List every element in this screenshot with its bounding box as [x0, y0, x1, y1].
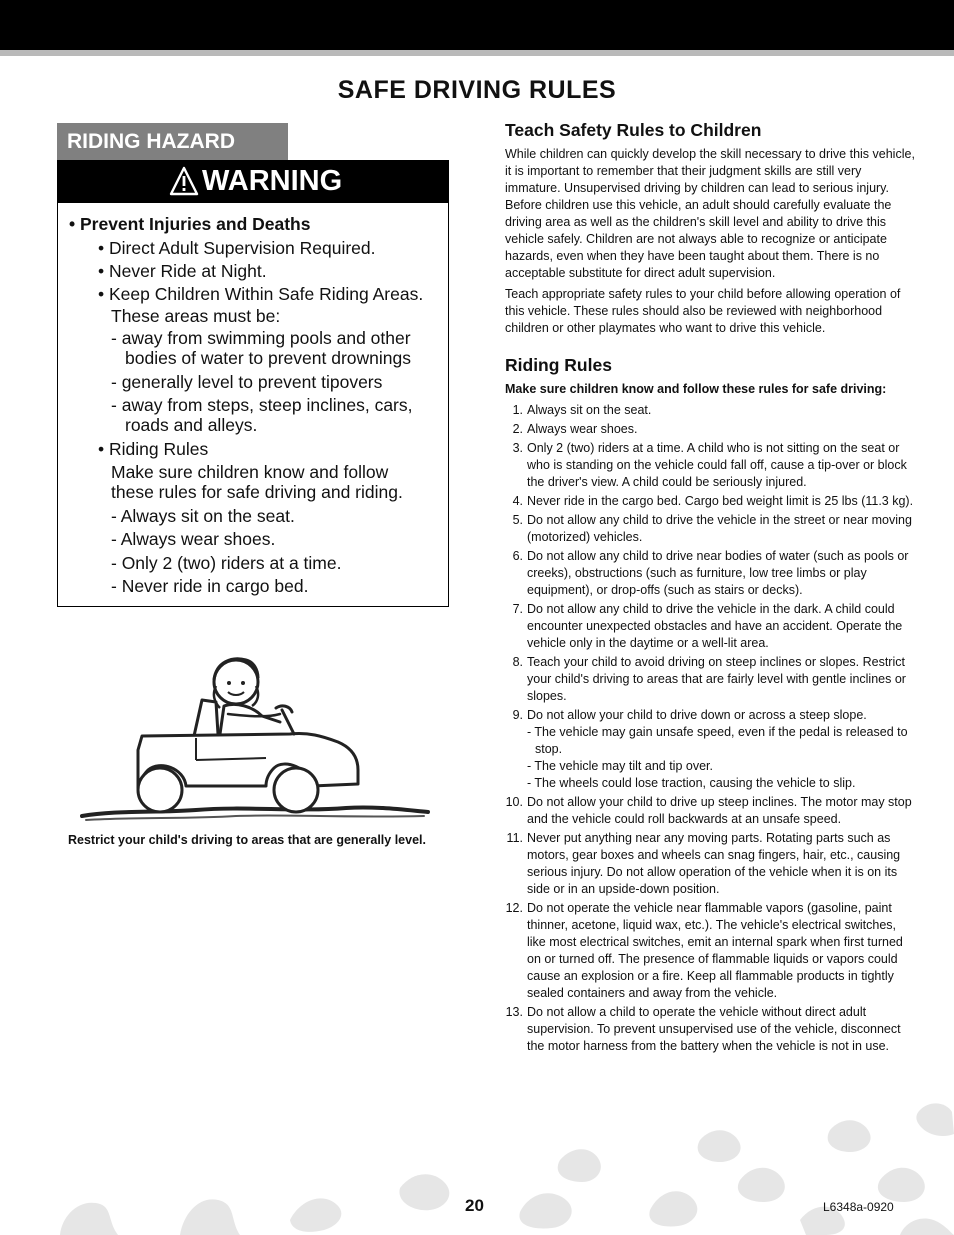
rule-text: Do not allow your child to drive down or across a steep slope.: [527, 708, 867, 722]
page-title: SAFE DRIVING RULES: [337, 76, 617, 104]
rule-number: 11.: [506, 831, 523, 845]
rule-9-sub-item: - The vehicle may tilt and tip over.: [527, 759, 713, 773]
warning-line: - away from swimming pools and other: [111, 328, 411, 348]
rule-number: 7.: [512, 602, 523, 616]
rule-text: Never ride in the cargo bed. Cargo bed weight limit is 25 lbs (11.3 kg).: [527, 494, 914, 508]
rule-number: 4.: [512, 494, 523, 508]
list-item: [505, 900, 915, 1002]
warning-line: These areas must be:: [111, 306, 281, 326]
rule-text: Do not allow any child to drive near bodies of water (such as pools or creeks), obstructions (such as furniture, low tree limbs or play equipment), or drop-offs (such as stairs or decks).: [527, 549, 909, 597]
warning-line: - away from steps, steep inclines, cars,: [111, 395, 413, 415]
warning-line: • Riding Rules: [98, 439, 209, 459]
rule-number: 8.: [512, 655, 523, 669]
warning-header: [58, 161, 448, 203]
top-black-bar: [0, 0, 954, 50]
list-item: [505, 440, 915, 491]
warning-line: - Always sit on the seat.: [111, 506, 295, 526]
rule-text: Never put anything near any moving parts. Rotating parts such as motors, gear boxes and wheels can snag fingers, hair, etc., causing serious injury. Do not allow operation of the vehicle when it is on its side or in an upside-down position.: [527, 831, 901, 896]
warning-line: • Direct Adult Supervision Required.: [98, 238, 376, 258]
rule-number: 1.: [512, 403, 523, 417]
list-item: [505, 707, 915, 792]
teach-paragraph-1: While children can quickly develop the skill necessary to drive this vehicle, it is important to remember that their judgment skills are still very immature. Unsupervised driving by children can lead to serious injury. Before children use this vehicle, an adult should carefully evaluate the driving area as well as the children's skill level and ability to drive this vehicle safely. Children are not always able to recognize or anticipate hazards, even when they have been taught about them. There is no acceptable substitute for direct adult supervision.: [505, 147, 915, 280]
rule-text: Do not allow your child to drive up steep inclines. The motor may stop and the vehicle could roll backwards at an unsafe speed.: [527, 795, 912, 826]
warning-line: - generally level to prevent tipovers: [111, 372, 383, 392]
rule-number: 3.: [512, 441, 523, 455]
rule-text: Do not operate the vehicle near flammable vapors (gasoline, paint thinner, acetone, liquid wax, etc.). The vehicle's electrical switches, like most electrical switches, emit an internal spark when first turned on or turned off. The presence of flammable liquids or vapors could cause an explosion or a fire. Keep all flammable products in tightly sealed containers and away from the vehicle.: [527, 901, 903, 1000]
rule-number: 5.: [512, 513, 523, 527]
rule-9-sublist: [527, 724, 915, 792]
warning-box: [57, 160, 449, 607]
rule-number: 6.: [512, 549, 523, 563]
list-item: [505, 1004, 915, 1055]
warning-line: - Never ride in cargo bed.: [111, 576, 309, 596]
illustration-caption: Restrict your child's driving to areas that are generally level.: [68, 833, 426, 847]
page-number: 20: [465, 1196, 484, 1215]
warning-line: these rules for safe driving and riding.: [111, 482, 403, 502]
child-driving-illustration: [76, 650, 436, 830]
rule-number: 10.: [505, 795, 523, 809]
list-item: [505, 601, 915, 652]
riding-rules-intro: Make sure children know and follow these rules for safe driving:: [505, 382, 887, 396]
rule-text: Do not allow any child to drive the vehicle in the street or near moving (motorized) vehicles.: [527, 513, 912, 544]
list-item: [505, 421, 915, 438]
top-gray-stripe: [0, 50, 954, 56]
teach-safety-heading: Teach Safety Rules to Children: [505, 120, 762, 140]
warning-line: - Only 2 (two) riders at a time.: [111, 553, 342, 573]
rule-number: 2.: [512, 422, 523, 436]
warning-line: Make sure children know and follow: [111, 462, 389, 482]
right-column: [505, 118, 915, 1057]
warning-line: • Prevent Injuries and Deaths: [69, 214, 311, 234]
document-code: L6348a-0920: [823, 1200, 894, 1214]
rule-text: Do not allow a child to operate the vehicle without direct adult supervision. To prevent unsupervised use of the vehicle, disconnect the motor harness from the battery when the vehicle is not in use.: [527, 1005, 901, 1053]
warning-line: roads and alleys.: [125, 415, 258, 435]
rule-9-sub-item: - The wheels could lose traction, causing the vehicle to slip.: [527, 776, 856, 790]
rule-text: Always sit on the seat.: [527, 403, 652, 417]
riding-rules-heading: Riding Rules: [505, 355, 612, 375]
riding-hazard-tab: RIDING HAZARD: [57, 123, 288, 160]
warning-label: WARNING: [202, 165, 343, 197]
warning-line: • Never Ride at Night.: [98, 261, 267, 281]
rule-number: 13.: [505, 1005, 523, 1019]
rule-text: Do not allow any child to drive the vehicle in the dark. A child could encounter unexpected obstacles and have an accident. Operate the vehicle only in the daytime or a well-lit area.: [527, 602, 903, 650]
warning-triangle-icon: [169, 165, 199, 197]
list-item: [505, 830, 915, 898]
rule-9-sub-item: - The vehicle may gain unsafe speed, even if the pedal is released to stop.: [527, 725, 908, 756]
rule-text: Teach your child to avoid driving on steep inclines or slopes. Restrict your child's driving to areas that are fairly level with gentle inclines or slopes.: [527, 655, 906, 703]
rule-number: 12.: [505, 901, 523, 915]
list-item: [505, 493, 915, 510]
list-item: [505, 548, 915, 599]
list-item: [505, 794, 915, 828]
list-item: [505, 512, 915, 546]
rule-text: Always wear shoes.: [527, 422, 638, 436]
list-item: [505, 654, 915, 705]
rule-number: 9.: [512, 708, 523, 722]
riding-rules-list: [505, 402, 915, 1055]
rule-text: Only 2 (two) riders at a time. A child who is not sitting on the seat or who is standing on the vehicle could fall off, cause a tip-over or block the driver's view. A child could be seriously injured.: [527, 441, 907, 489]
teach-paragraph-2: Teach appropriate safety rules to your child before allowing operation of this vehicle. These rules should also be reviewed with neighborhood children or other playmates who want to drive this vehicle.: [505, 287, 901, 335]
warning-line: - Always wear shoes.: [111, 529, 276, 549]
warning-line: • Keep Children Within Safe Riding Areas.: [98, 284, 424, 304]
list-item: [505, 402, 915, 419]
warning-line: bodies of water to prevent drownings: [125, 348, 411, 368]
